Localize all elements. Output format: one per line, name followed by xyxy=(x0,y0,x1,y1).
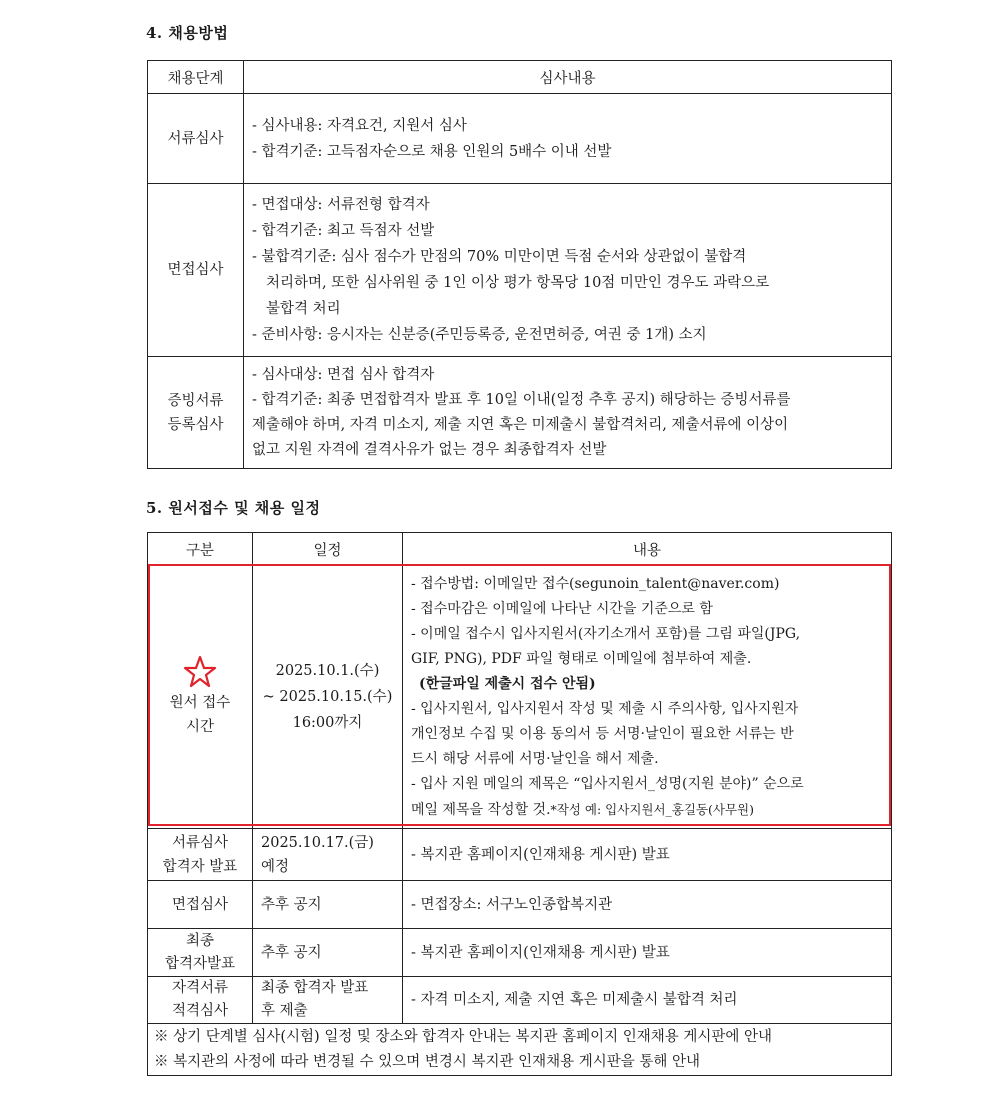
notes-cell xyxy=(148,1024,892,1076)
section-5-heading: 5. 원서접수 및 채용 일정 xyxy=(146,499,321,517)
content-cell: - 면접장소: 서구노인종합복지관 xyxy=(403,881,892,929)
content-line: - 준비사항: 응시자는 신분증(주민등록증, 운전면허증, 여권 중 1개) 소지 xyxy=(252,327,707,343)
content-line: - 불합격기준: 심사 점수가 만점의 70% 미만이면 득점 순서와 상관없이 불합격 xyxy=(252,249,747,265)
content-line: 드시 해당 서류에 서명·날인을 해서 제출. xyxy=(411,750,659,767)
content-line: 없고 지원 자격에 결격사유가 없는 경우 최종합격자 선발 xyxy=(252,441,607,458)
schedule-line: 2025.10.1.(수) xyxy=(275,663,380,679)
category-line: 최종 xyxy=(185,932,214,949)
table-header-stage: 채용단계 xyxy=(148,61,244,94)
star-outline-icon xyxy=(183,655,217,689)
stage-line: 등록심사 xyxy=(167,416,224,433)
content-line: - 합격기준: 고득점자순으로 채용 인원의 5배수 이내 선발 xyxy=(252,143,612,160)
content-line-bold: (한글파일 제출시 접수 안됨) xyxy=(419,675,596,692)
content-line: 개인정보 수집 및 이용 동의서 등 서명·날인이 필요한 서류는 반 xyxy=(411,725,794,742)
category-line: 적격심사 xyxy=(171,1003,229,1019)
schedule-line: ~ 2025.10.15.(수) xyxy=(262,689,393,705)
content-line: - 접수방법: 이메일만 접수(segunoin_talent@naver.com) xyxy=(411,575,780,592)
content-line: - 심사대상: 면접 심사 합격자 xyxy=(252,366,435,383)
schedule-cell: 추후 공지 xyxy=(253,881,403,929)
schedule-line: 후 제출 xyxy=(261,1003,308,1019)
schedule-line: 2025.10.17.(금) xyxy=(261,834,374,851)
category-line: 시간 xyxy=(185,719,214,735)
content-cell xyxy=(403,566,892,829)
table-header-content: 내용 xyxy=(403,533,892,566)
category-line: 합격자발표 xyxy=(164,955,236,972)
table-header-schedule: 일정 xyxy=(253,533,403,566)
stage-cell: 서류심사 xyxy=(148,94,244,184)
table-row xyxy=(148,357,892,469)
content-cell xyxy=(244,184,892,357)
content-cell: - 복지관 홈페이지(인재채용 게시판) 발표 xyxy=(403,929,892,977)
table-row xyxy=(148,566,892,829)
category-cell xyxy=(148,829,253,881)
table-row xyxy=(148,94,892,184)
table-row xyxy=(148,977,892,1024)
stage-cell xyxy=(148,357,244,469)
recruitment-method-table xyxy=(147,60,892,469)
table-row xyxy=(148,184,892,357)
schedule-line: 16:00까지 xyxy=(292,715,363,731)
category-cell: 면접심사 xyxy=(148,881,253,929)
content-line: - 접수마감은 이메일에 나타난 시간을 기준으로 함 xyxy=(411,600,713,617)
content-cell: - 복지관 홈페이지(인재채용 게시판) 발표 xyxy=(403,829,892,881)
note-line: ※ 상기 단계별 심사(시험) 일정 및 장소와 합격자 안내는 복지관 홈페이지 인재채용 게시판에 안내 xyxy=(154,1028,772,1045)
schedule-cell: 추후 공지 xyxy=(253,929,403,977)
table-row xyxy=(148,881,892,929)
note-line: ※ 복지관의 사정에 따라 변경될 수 있으며 변경시 복지관 인재채용 게시판을 통해 안내 xyxy=(154,1053,701,1070)
category-line: 원서 접수 xyxy=(169,695,231,711)
example-note: *작성 예: 입사지원서_홍길동(사무원) xyxy=(550,801,754,817)
schedule-cell xyxy=(253,829,403,881)
stage-cell: 면접심사 xyxy=(148,184,244,357)
category-line: 서류심사 xyxy=(171,834,229,851)
content-line: 제출해야 하며, 자격 미소지, 제출 지연 혹은 미제출시 불합격처리, 제출서류에 이상이 xyxy=(252,416,789,433)
content-line: - 입사 지원 메일의 제목은 “입사지원서_성명(지원 분야)” 순으로 xyxy=(411,775,804,792)
schedule-cell xyxy=(253,977,403,1024)
schedule-line: 최종 합격자 발표 xyxy=(261,980,369,996)
content-line: - 입사지원서, 입사지원서 작성 및 제출 시 주의사항, 입사지원자 xyxy=(411,700,799,717)
content-line: 처리하며, 또한 심사위원 중 1인 이상 평가 항목당 10점 미만인 경우도 과락으로 xyxy=(266,275,770,291)
content-line: 메일 제목을 작성할 것. xyxy=(411,801,551,818)
stage-line: 증빙서류 xyxy=(167,392,224,409)
content-line: GIF, PNG), PDF 파일 형태로 이메일에 첨부하여 제출. xyxy=(411,650,752,667)
section-4-heading: 4. 채용방법 xyxy=(146,24,229,42)
content-line: - 이메일 접수시 입사지원서(자기소개서 포함)를 그림 파일(JPG, xyxy=(411,625,801,642)
content-line: - 면접대상: 서류전형 합격자 xyxy=(252,197,430,213)
content-line: 불합격 처리 xyxy=(266,301,341,317)
content-cell xyxy=(244,357,892,469)
table-row xyxy=(148,829,892,881)
category-cell xyxy=(148,977,253,1024)
table-row xyxy=(148,929,892,977)
category-line: 자격서류 xyxy=(171,980,229,996)
schedule-line: 예정 xyxy=(261,858,290,875)
content-cell: - 자격 미소지, 제출 지연 혹은 미제출시 불합격 처리 xyxy=(403,977,892,1024)
content-cell xyxy=(244,94,892,184)
table-header-category: 구분 xyxy=(148,533,253,566)
category-cell xyxy=(148,929,253,977)
category-cell xyxy=(148,566,253,829)
table-header-content: 심사내용 xyxy=(244,61,892,94)
application-schedule-table xyxy=(147,532,892,1076)
schedule-cell xyxy=(253,566,403,829)
notes-row xyxy=(148,1024,892,1076)
content-line: - 심사내용: 자격요건, 지원서 심사 xyxy=(252,117,467,134)
category-line: 합격자 발표 xyxy=(162,858,238,875)
content-line: - 합격기준: 최고 득점자 선발 xyxy=(252,223,435,239)
content-line: - 합격기준: 최종 면접합격자 발표 후 10일 이내(일정 추후 공지) 해당하는 증빙서류를 xyxy=(252,391,791,408)
